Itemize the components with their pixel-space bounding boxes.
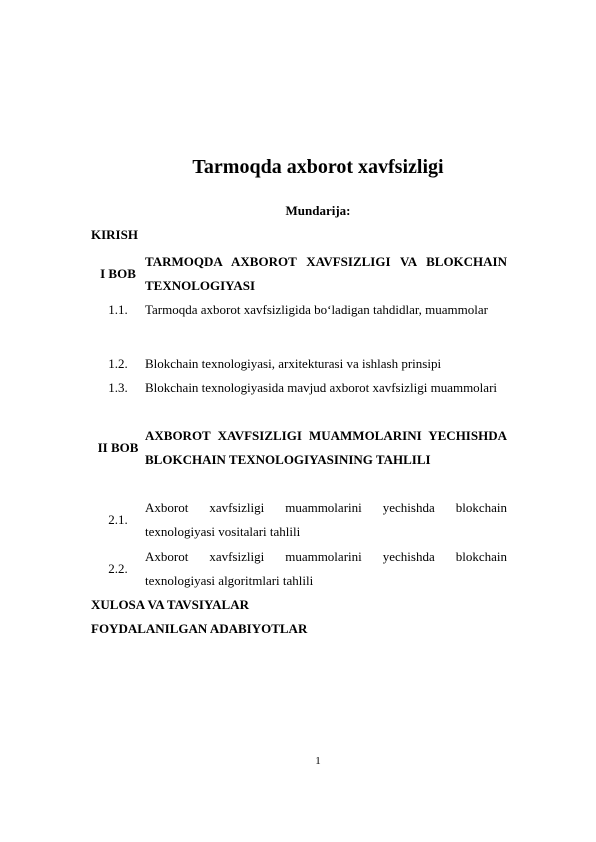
toc-entry-number: 1.2.	[108, 356, 128, 371]
toc-entry-chapter-1	[91, 250, 507, 298]
toc-entry-number: 1.1.	[108, 302, 128, 317]
toc-entry-text: Tarmoqda axborot xavfsizligida bo‘ladigan tahdidlar, muammolar	[145, 302, 488, 317]
toc-intro: KIRISH	[91, 227, 138, 242]
toc-entry-1-1	[91, 298, 507, 322]
toc-entry-text: Blokchain texnologiyasida mavjud axborot xavfsizligi muammolari	[145, 380, 498, 395]
toc-entry-text: Axborot xavfsizligi muammolarini yechishda blokchain texnologiyasi vositalari tahlili	[145, 500, 507, 539]
document-title: Tarmoqda axborot xavfsizligi	[192, 156, 444, 178]
toc-entry-number: 1.3.	[108, 380, 128, 395]
toc-entry-text: AXBOROT XAVFSIZLIGI MUAMMOLARINI YECHISHDA BLOKCHAIN TEXNOLOGIYASINING TAHLILI	[145, 428, 507, 467]
toc-entry-text: Axborot xavfsizligi muammolarini yechishda blokchain texnologiyasi algoritmlari tahlili	[145, 549, 507, 588]
toc-entry-1-2	[91, 352, 507, 376]
toc-entry-text: TARMOQDA AXBOROT XAVFSIZLIGI VA BLOKCHAIN TEXNOLOGIYASI	[145, 254, 507, 293]
contents-heading: Mundarija:	[285, 203, 351, 218]
toc-entry-2-1	[91, 496, 507, 544]
toc-entry-2-2	[91, 545, 507, 593]
toc-entry-number: 2.1.	[108, 512, 128, 527]
toc-entry-number: 2.2.	[108, 561, 128, 576]
toc-entry-number: I BOB	[100, 266, 136, 281]
toc-entry-text: Blokchain texnologiyasi, arxitekturasi va ishlash prinsipi	[145, 356, 442, 371]
toc-entry-chapter-2	[91, 424, 507, 472]
toc-conclusion: XULOSA VA TAVSIYALAR	[91, 597, 249, 612]
page-number: 1	[315, 755, 321, 767]
toc-entry-1-3	[91, 376, 507, 400]
toc-entry-number: II BOB	[97, 440, 139, 455]
toc-references: FOYDALANILGAN ADABIYOTLAR	[91, 621, 308, 636]
